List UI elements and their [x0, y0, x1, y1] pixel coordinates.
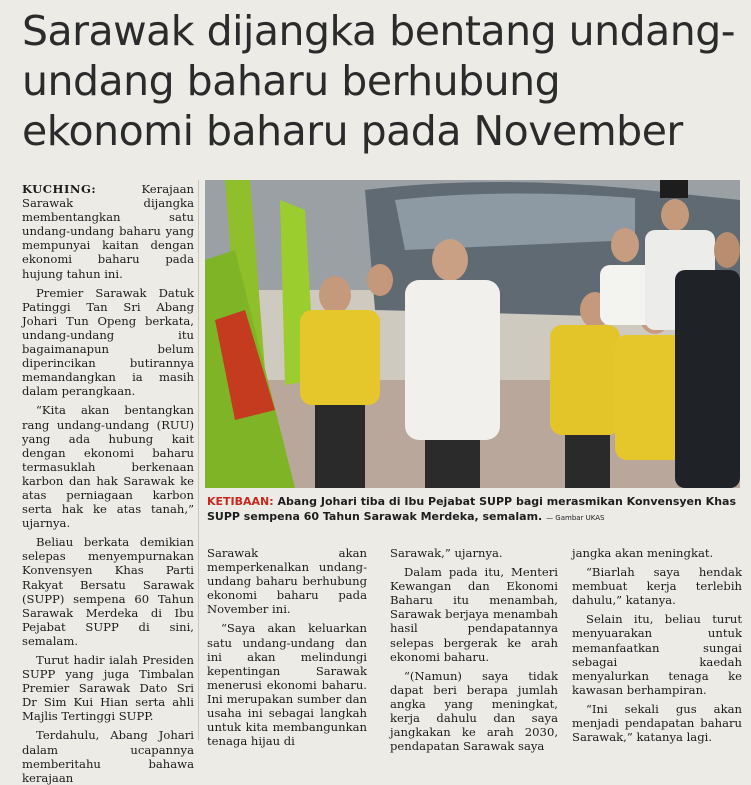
paragraph: “Saya akan keluarkan satu undang-undang dan ini akan melindungi kepentingan Sarawak menerusi ekonomi baharu. Ini merupakan sumber dan usaha ini sebagai langkah untuk kita membangunkan tenaga hijau di — [207, 621, 367, 749]
paragraph: Terdahulu, Abang Johari dalam ucapannya memberitahu bahawa kerajaan — [22, 728, 194, 785]
paragraph: Turut hadir ialah Presiden SUPP yang juga Timbalan Premier Sarawak Dato Sri Dr Sim Kui Hian serta ahli Majlis Tertinggi SUPP. — [22, 653, 194, 724]
article-column-3 — [390, 546, 558, 754]
news-photo — [205, 180, 740, 488]
column-divider — [198, 180, 199, 740]
paragraph: Sarawak akan memperkenalkan undang-undang baharu berhubung ekonomi baharu pada November ini. — [207, 546, 367, 617]
article-column-4 — [572, 546, 742, 745]
paragraph: Dalam pada itu, Menteri Kewangan dan Ekonomi Baharu itu menambah, Sarawak berjaya menambah hasil pendapatannya selepas bergerak ke arah ekonomi baharu. — [390, 565, 558, 664]
paragraph-lead: KUCHING: Kerajaan Sarawak dijangka membentangkan satu undang-undang baharu yang mempunyai kaitan dengan ekonomi baharu pada hujung tahun ini. — [22, 182, 194, 281]
photo-credit: — Gambar UKAS — [546, 514, 605, 522]
photo-caption — [207, 494, 742, 526]
paragraph: “Ini sekali gus akan menjadi pendapatan baharu Sarawak,” katanya lagi. — [572, 701, 742, 745]
article-column-1 — [22, 182, 194, 785]
paragraph: “Kita akan bentangkan rang undang-undang (RUU) yang ada hubung kait dengan ekonomi baharu termasuklah berkenaan karbon dan hak Sarawak ke atas perniagaan karbon serta hak ke atas tanah,” ujarnya. — [22, 403, 194, 531]
paragraph: jangka akan meningkat. — [572, 546, 714, 560]
dateline: KUCHING: — [22, 182, 97, 196]
headline: Sarawak dijangka bentang undang-undang baharu berhubung ekonomi baharu pada November — [22, 7, 736, 155]
paragraph: Premier Sarawak Datuk Patinggi Tan Sri Abang Johari Tun Openg berkata, undang-undang itu bagaimanapun belum diperincikan butirannya memandangkan ia masih dalam perangkaan. — [22, 285, 194, 399]
caption-label: KETIBAAN: — [207, 495, 274, 508]
paragraph: Sarawak,” ujarnya. — [390, 546, 503, 560]
photo-illustration — [205, 180, 740, 488]
article-column-2 — [207, 546, 367, 749]
paragraph: Beliau berkata demikian selepas menyempurnakan Konvensyen Khas Parti Rakyat Bersatu Sarawak (SUPP) sempena 60 Tahun Sarawak Merdeka di Ibu Pejabat SUPP di sini, semalam. — [22, 535, 194, 648]
paragraph: Selain itu, beliau turut menyuarakan untuk memanfaatkan sungai sebagai kaedah menyalurkan tenaga ke kawasan berhampiran. — [572, 612, 742, 697]
paragraph: “Biarlah saya hendak membuat kerja terlebih dahulu,” katanya. — [572, 565, 742, 608]
caption-text: Abang Johari tiba di Ibu Pejabat SUPP bagi merasmikan Konvensyen Khas SUPP sempena 60 Tahun Sarawak Merdeka, semalam. — [207, 495, 737, 523]
paragraph: “(Namun) saya tidak dapat beri berapa jumlah angka yang meningkat, kerja dahulu dan saya jangkakan ke arah 2030, pendapatan Sarawak saya — [390, 668, 558, 754]
